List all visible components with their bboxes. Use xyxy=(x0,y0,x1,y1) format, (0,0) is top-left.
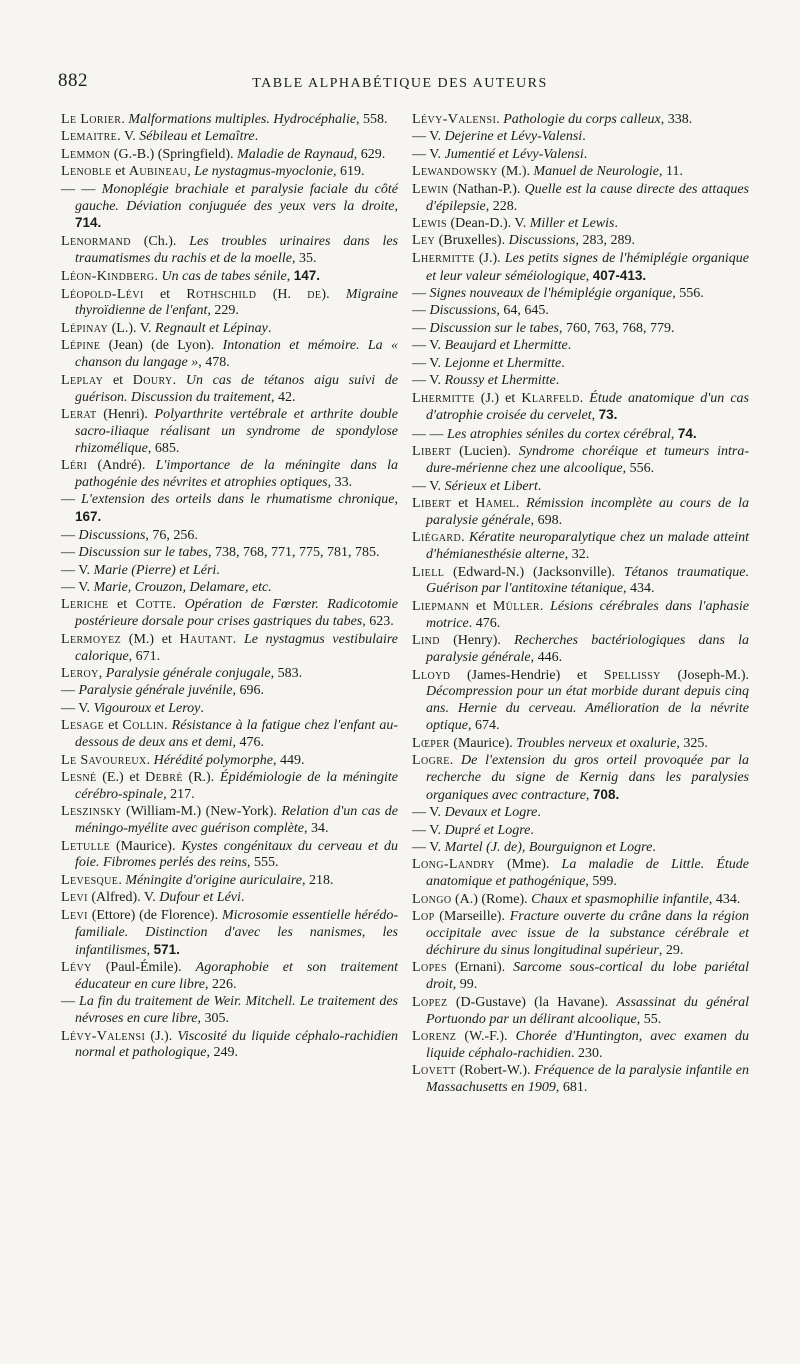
index-entry: — V. Sérieux et Libert. xyxy=(412,478,542,494)
index-entry: Lerat (Henri). Polyarthrite vertébrale et arthrite double sacro-iliaque réalisant un syndrome de spondylose rhizomélique, 685. xyxy=(61,406,399,456)
index-entry: — Discussion sur le tabes, 760, 763, 768, 779. xyxy=(412,320,675,336)
index-entry: — Discussions, 64, 645. xyxy=(412,303,549,319)
index-entry: Léopold-Lévi et Rothschild (H. de). Migraine thyroïdienne de l'enfant, 229. xyxy=(61,286,398,319)
index-entry: Liepmann et Müller. Lésions cérébrales dans l'aphasie motrice. 476. xyxy=(412,598,750,631)
running-title: TABLE ALPHABÉTIQUE DES AUTEURS xyxy=(252,76,548,91)
index-entry: Ley (Bruxelles). Discussions, 283, 289. xyxy=(412,233,635,249)
index-entry: Liégard. Kératite neuroparalytique chez un malade atteint d'hémianesthésie alterne, 32. xyxy=(412,530,750,563)
index-entry: Liell (Edward-N.) (Jacksonville). Tétanos traumatique. Guérison par l'antitoxine tétanique, 434. xyxy=(412,564,750,597)
index-entry: Léri (André). L'importance de la méningite dans la pathogénie des névrites et atrophies optiques, 33. xyxy=(61,458,399,491)
index-entry: Lévy-Valensi (J.). Viscosité du liquide céphalo-rachidien normal et pathologique, 249. xyxy=(61,1028,398,1061)
index-entry: — Discussions, 76, 256. xyxy=(61,527,198,543)
index-entry: Lopez (D-Gustave) (la Havane). Assassinat du général Portuondo par un délirant alcoolique, 55. xyxy=(412,994,750,1027)
index-entry: Lemaitre. V. Sébileau et Lemaître. xyxy=(61,129,259,145)
index-entry: Lévy-Valensi. Pathologie du corps calleux, 338. xyxy=(412,112,693,127)
index-entry: Leroy, Paralysie générale conjugale, 583. xyxy=(61,666,303,681)
index-entry: — — Monoplégie brachiale et paralysie faciale du côté gauche. Déviation conjuguée des yeux vers la droite, 714. xyxy=(61,181,398,231)
index-entry: — — Les atrophies séniles du cortex cérébral, 74. xyxy=(412,425,697,442)
index-entry: Lovett (Robert-W.). Fréquence de la paralysie infantile en Massachusetts en 1909, 681. xyxy=(412,1063,749,1096)
left-column xyxy=(61,112,398,1063)
page-number: 882 xyxy=(58,70,88,91)
index-entry: Lemmon (G.-B.) (Springfield). Maladie de Raynaud, 629. xyxy=(61,146,386,162)
index-entry: Lesné (E.) et Debré (R.). Épidémiologie de la méningite cérébro-spinale, 217. xyxy=(61,769,398,802)
index-entry: Le Savoureux. Hérédité polymorphe, 449. xyxy=(61,752,305,768)
index-entry: Lhermitte (J.). Les petits signes de l'hémiplégie organique et leur valeur séméiologique, 407-413. xyxy=(412,250,749,284)
index-entry: Levesque. Méningite d'origine auriculaire, 218. xyxy=(61,872,334,888)
index-entry: Libert (Lucien). Syndrome choréique et tumeurs intra-dure-mérienne chez une alcoolique, 556. xyxy=(412,444,749,477)
index-entry: Logre. De l'extension du gros orteil provoquée par la recherche du signe de Kernig dans les paralysies organiques avec contracture, 708. xyxy=(412,753,750,803)
index-entry: Lewin (Nathan-P.). Quelle est la cause directe des attaques d'épilepsie, 228. xyxy=(412,181,749,214)
index-entry: — V. Dejerine et Lévy-Valensi. xyxy=(412,129,586,145)
index-entry: — V. Marie, Crouzon, Delamare, etc. xyxy=(61,579,272,595)
index-entry: Lenoble et Aubineau, Le nystagmus-myoclonie, 619. xyxy=(61,164,365,180)
index-entry: Long-Landry (Mme). La maladie de Little. Étude anatomique et pathogénique, 599. xyxy=(412,857,749,890)
index-entry: — V. Marie (Pierre) et Léri. xyxy=(61,562,220,578)
index-entry: Leplay et Doury. Un cas de tétanos aigu suivi de guérison. Discussion du traitement, 42. xyxy=(61,372,399,405)
index-entry: — V. Dupré et Logre. xyxy=(412,822,534,838)
index-entry: — Signes nouveaux de l'hémiplégie organique, 556. xyxy=(412,286,704,302)
index-entry: Lesage et Collin. Résistance à la fatigue chez l'enfant au-dessous de deux ans et demi, 476. xyxy=(61,718,398,751)
index-entry: Levi (Ettore) (de Florence). Microsomie essentielle hérédo-familiale. Distinction d'avec les nanismes, les infantilismes, 571. xyxy=(61,907,398,958)
index-entry: Lermoyez (M.) et Hautant. Le nystagmus vestibulaire calorique, 671. xyxy=(61,631,398,664)
index-entry: — V. Martel (J. de), Bourguignon et Logre. xyxy=(412,840,656,856)
index-entry: — V. Beaujard et Lhermitte. xyxy=(412,338,572,354)
index-entry: Leriche et Cotte. Opération de Fœrster. Radicotomie postérieure dorsale pour crises gastriques du tabes, 623. xyxy=(61,597,399,630)
index-entry: — Paralysie générale juvénile, 696. xyxy=(61,683,264,699)
index-entry: Lloyd (James-Hendrie) et Spellissy (Joseph-M.). Décompression pour un état morbide durant depuis cinq ans. Hernie du cerveau. Amélioration de la névrite optique, 674. xyxy=(412,667,749,734)
index-entry: Lhermitte (J.) et Klarfeld. Étude anatomique d'un cas d'atrophie croisée du cervelet, 73. xyxy=(412,390,749,424)
index-entry: Longo (A.) (Rome). Chaux et spasmophilie infantile, 434. xyxy=(412,891,741,907)
index-entry: Lewandowsky (M.). Manuel de Neurologie, 11. xyxy=(412,164,683,180)
index-entry: Lopes (Ernani). Sarcome sous-cortical du lobe pariétal droit, 99. xyxy=(412,960,749,993)
index-entry: Lépinay (L.). V. Regnault et Lépinay. xyxy=(61,320,272,336)
index-entry: Léon-Kindberg. Un cas de tabes sénile, 147. xyxy=(61,268,321,285)
index-entry: Lenormand (Ch.). Les troubles urinaires dans les traumatismes du rachis et de la moelle, 35. xyxy=(61,233,398,266)
index-entry: Libert et Hamel. Rémission incomplète au cours de la paralysie générale, 698. xyxy=(412,495,749,528)
right-column xyxy=(412,112,749,1098)
index-entry: Lop (Marseille). Fracture ouverte du crâne dans la région occipitale avec issue de la substance cérébrale et déchirure du sinus longitudinal supérieur, 29. xyxy=(412,909,749,958)
index-entry: Le Lorier. Malformations multiples. Hydrocéphalie, 558. xyxy=(61,112,388,127)
index-entry: — V. Roussy et Lhermitte. xyxy=(412,373,560,389)
index-entry: — V. Jumentié et Lévy-Valensi. xyxy=(412,146,588,162)
index-entry: — V. Devaux et Logre. xyxy=(412,805,541,821)
index-entry: Levi (Alfred). V. Dufour et Lévi. xyxy=(61,890,245,906)
index-entry: — Discussion sur le tabes, 738, 768, 771, 775, 781, 785. xyxy=(61,545,380,561)
index-entry: — La fin du traitement de Weir. Mitchell. Le traitement des névroses en cure libre, 305. xyxy=(61,994,398,1027)
index-entry: Lorenz (W.-F.). Chorée d'Huntington, avec examen du liquide céphalo-rachidien. 230. xyxy=(412,1029,749,1061)
index-entry: Lépine (Jean) (de Lyon). Intonation et mémoire. La « chanson du langage », 478. xyxy=(61,338,398,371)
index-entry: Lewis (Dean-D.). V. Miller et Lewis. xyxy=(412,215,618,231)
index-entry: — L'extension des orteils dans le rhumatisme chronique, 167. xyxy=(61,492,398,525)
index-entry: — V. Lejonne et Lhermitte. xyxy=(412,355,565,371)
index-entry: Lévy (Paul-Émile). Agoraphobie et son traitement éducateur en cure libre, 226. xyxy=(61,959,399,992)
index-entry: Lœper (Maurice). Troubles nerveux et oxalurie, 325. xyxy=(412,735,708,751)
index-entry: Leszinsky (William-M.) (New-York). Relation d'un cas de méningo-myélite avec guérison complète, 34. xyxy=(61,804,399,837)
index-entry: Letulle (Maurice). Kystes congénitaux du cerveau et du foie. Fibromes perlés des reins, 555. xyxy=(61,838,398,871)
index-entry: — V. Vigouroux et Leroy. xyxy=(61,700,204,716)
index-entry: Lind (Henry). Recherches bactériologiques dans la paralysie générale, 446. xyxy=(412,633,749,666)
